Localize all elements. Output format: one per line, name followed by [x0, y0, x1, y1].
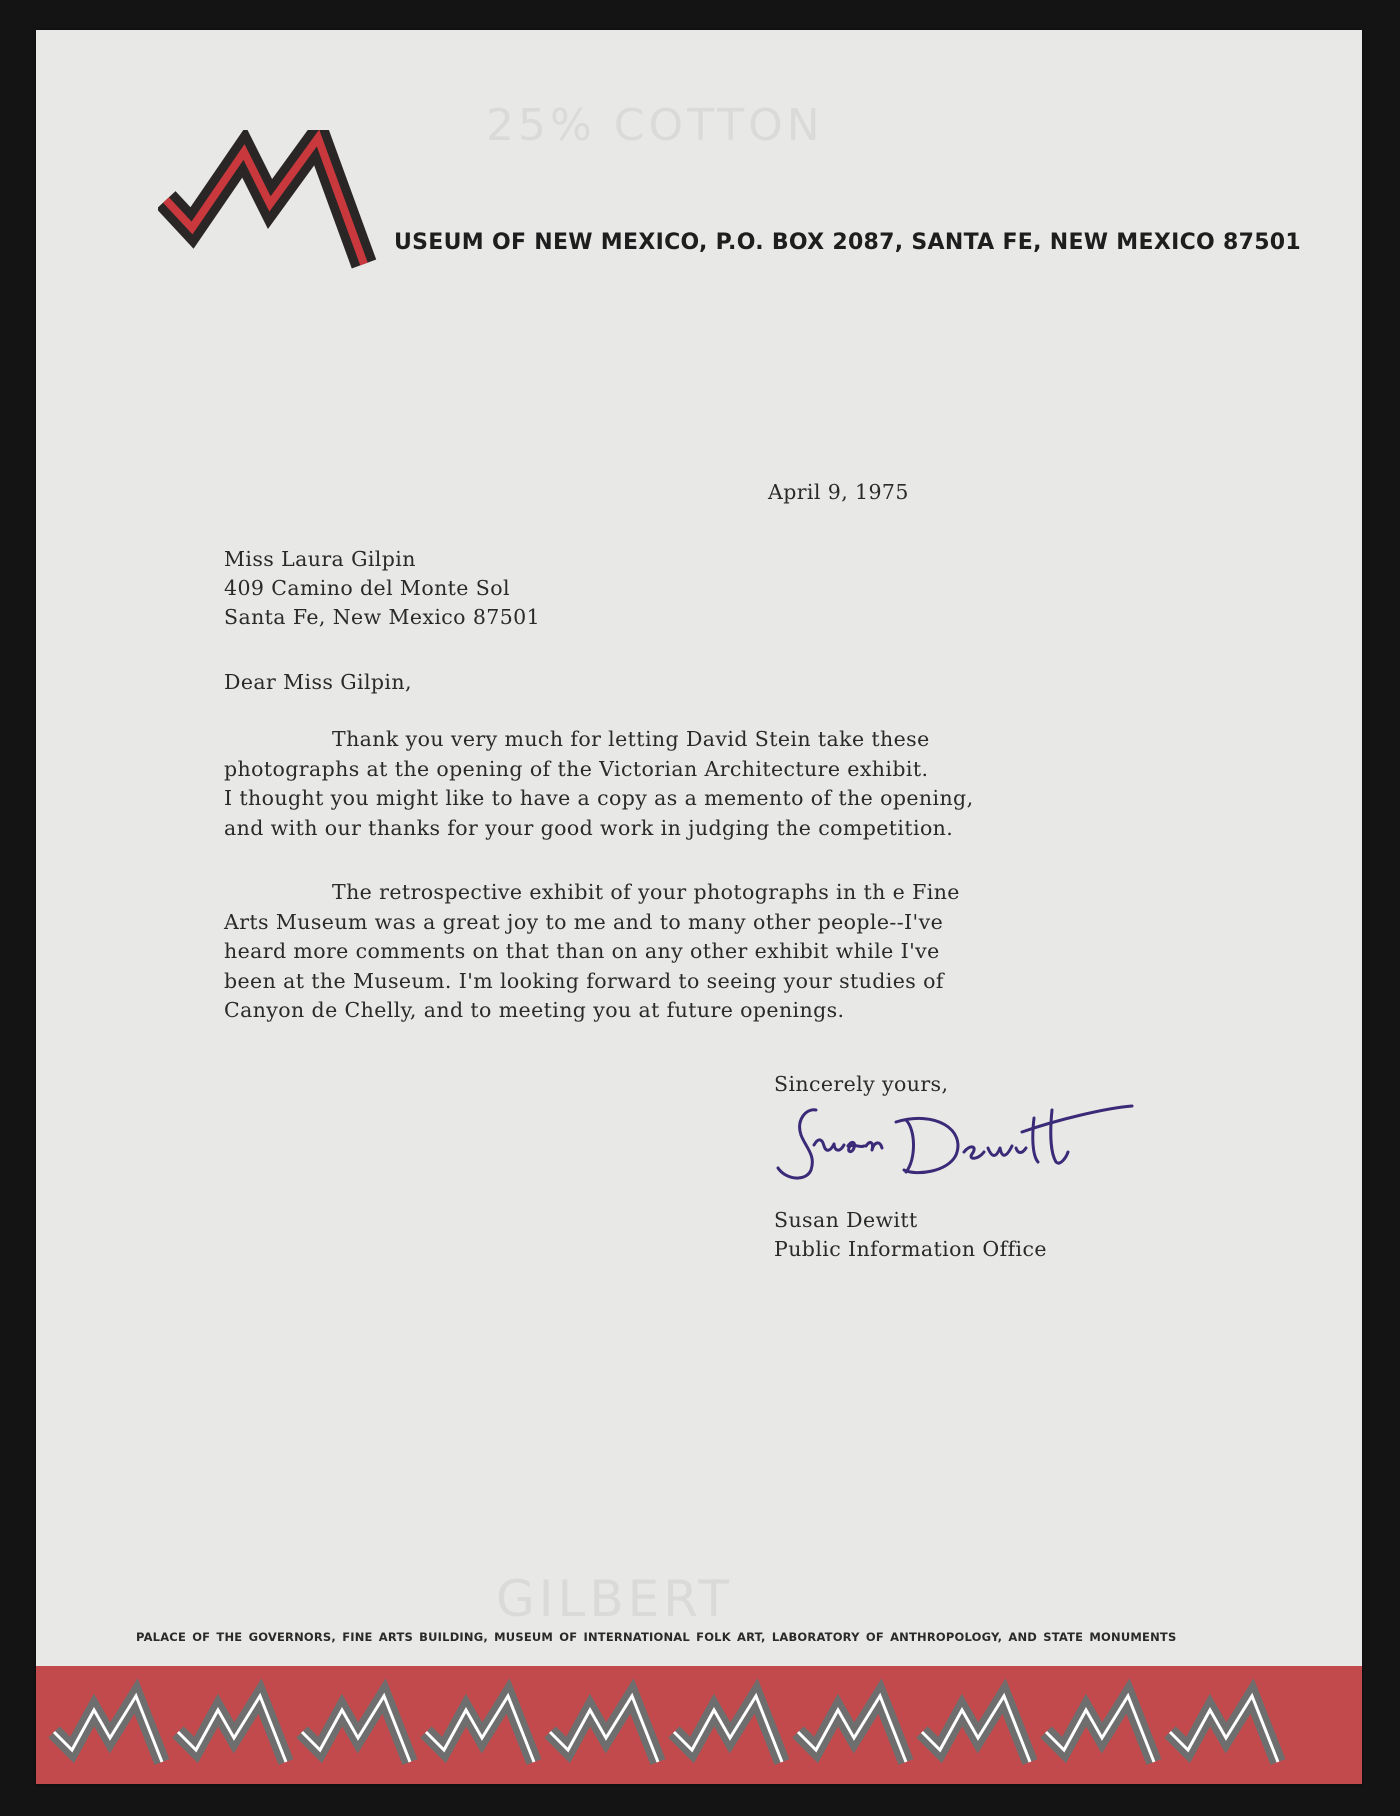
paragraph-2-line: The retrospective exhibit of your photographs in th e Fine — [332, 880, 960, 904]
signer-name: Susan Dewitt — [774, 1208, 918, 1232]
recipient-name: Miss Laura Gilpin — [224, 547, 416, 571]
paragraph-2-line: heard more comments on that than on any other exhibit while I've — [224, 939, 940, 963]
zigzag-m-motif — [1170, 1696, 1278, 1762]
paragraph-2-line: been at the Museum. I'm looking forward to seeing your studies of — [224, 968, 944, 993]
watermark-bottom — [496, 1570, 733, 1628]
footer-institutions: PALACE OF THE GOVERNORS, FINE ARTS BUILDING, MUSEUM OF INTERNATIONAL FOLK ART, LABORATORY OF ANTHROPOLOGY, AND STATE MONUMENTS — [136, 1630, 1177, 1644]
paragraph-2 — [224, 878, 960, 1026]
zigzag-pattern — [36, 1666, 1362, 1784]
watermark — [486, 100, 824, 151]
letterhead-address: USEUM OF NEW MEXICO, P.O. BOX 2087, SANTA FE, NEW MEXICO 87501 — [394, 230, 1302, 255]
museum-logo — [158, 130, 380, 280]
zigzag-m-motif — [550, 1696, 658, 1762]
letter-page — [36, 30, 1362, 1784]
recipient-block — [224, 545, 540, 632]
paragraph-1-line: Thank you very much for letting David Stein take these — [332, 727, 930, 751]
salutation: Dear Miss Gilpin, — [224, 670, 412, 694]
paragraph-1 — [224, 725, 973, 843]
zigzag-m-motif — [674, 1696, 782, 1762]
watermark-gilbert: GILBERT — [496, 1570, 733, 1628]
watermark-cotton: 25% COTTON — [486, 100, 824, 151]
recipient-street: 409 Camino del Monte Sol — [224, 576, 510, 600]
signer-title: Public Information Office — [774, 1237, 1047, 1261]
letter-date: April 9, 1975 — [768, 480, 909, 504]
zigzag-m-motif — [302, 1696, 410, 1762]
zigzag-m-motif — [922, 1696, 1030, 1762]
zigzag-m-motif — [1046, 1696, 1154, 1762]
paragraph-1-line: and with our thanks for your good work in judging the competition. — [224, 815, 954, 840]
paragraph-2-line: Canyon de Chelly, and to meeting you at future openings. — [224, 998, 845, 1022]
paragraph-1-line: photographs at the opening of the Victorian Architecture exhibit. — [224, 756, 929, 781]
signature-block — [774, 1206, 1047, 1264]
zigzag-m-motif — [178, 1696, 286, 1762]
handwritten-signature — [756, 1090, 1146, 1190]
zigzag-m-motif — [426, 1696, 534, 1762]
footer-zigzag-band — [36, 1666, 1362, 1784]
zigzag-m-motif — [54, 1696, 162, 1762]
closing: Sincerely yours, — [774, 1072, 949, 1096]
zigzag-m-motif — [798, 1696, 906, 1762]
paragraph-2-line: Arts Museum was a great joy to me and to many other people--I've — [224, 909, 944, 934]
recipient-city: Santa Fe, New Mexico 87501 — [224, 605, 541, 629]
paragraph-1-line: I thought you might like to have a copy as a memento of the opening, — [224, 786, 974, 810]
